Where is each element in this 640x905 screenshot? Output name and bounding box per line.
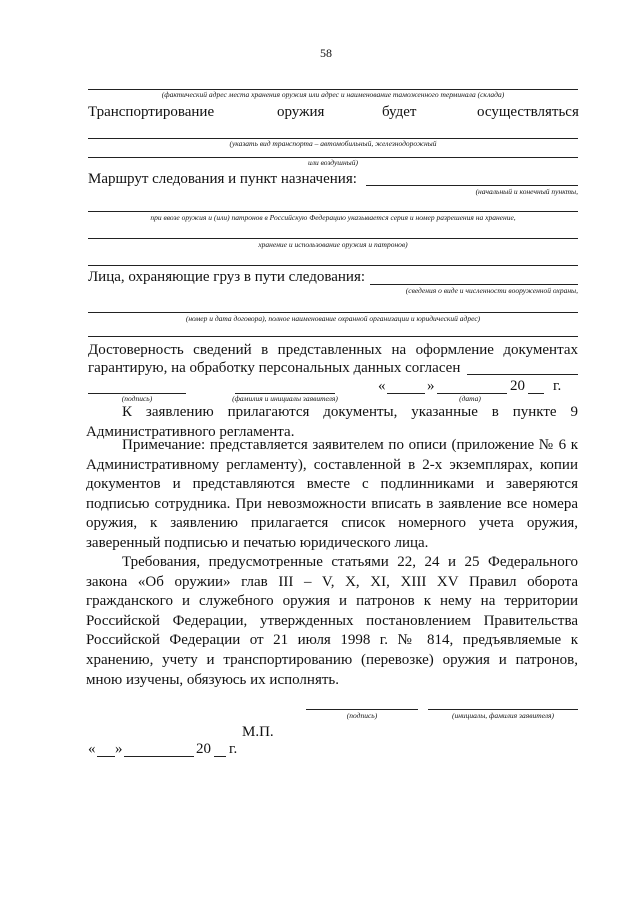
storage-address-caption: (фактический адрес места хранения оружия или адрес и наименование таможенного терминала (склада): [161, 90, 505, 99]
consent-date-open: «: [378, 378, 386, 394]
route-line-2: [88, 211, 578, 212]
guards-line-2: [88, 312, 578, 313]
consent-year-line: [528, 393, 544, 394]
guards-caption: (сведения о виде и численности вооруженной охраны,: [405, 286, 578, 295]
footer-year-suffix: г.: [229, 741, 238, 757]
footer-signature-line: [306, 709, 418, 710]
consent-name-caption: (фамилия и инициалы заявителя): [232, 394, 338, 403]
route-line-3: [88, 238, 578, 239]
guards-contract-caption: (номер и дата договора), полное наименование охранной организации и юридический адрес): [185, 314, 481, 323]
transport-word-2: оружия: [277, 104, 325, 120]
transport-word-4: осуществляться: [477, 104, 579, 120]
transport-type-caption: (указать вид транспорта – автомобильный, железнодорожный: [229, 139, 437, 148]
consent-date-caption: (дата): [459, 394, 481, 403]
route-line-4: [88, 265, 578, 266]
attachments-paragraph: К заявлению прилагаются документы, указанные в пункте 9 Административного регламента.: [86, 404, 578, 440]
guards-line-3: [88, 336, 578, 337]
guards-line: [370, 284, 578, 285]
transport-type-caption-2: или воздушный): [307, 158, 358, 167]
consent-year-suffix: г.: [553, 378, 562, 394]
requirements-paragraph: Требования, предусмотренные статьями 22, 24 и 25 Федерального закона «Об оружии» глав III – V, X, XI, XIII XV Правил оборота гражданского и служебного оружия и патронов к нему на территории Российской Федерации, утвержденных постановлением Правительства Российской Федерации от 21 июля 1998 г. № 814, предъявляемые к хранению, учету и транспортированию (перевозке) оружия и патронов, мною изучены, обязуюсь их исполнять.: [86, 554, 578, 688]
consent-signature-caption: (подпись): [121, 394, 153, 403]
footer-date-close: »: [115, 741, 123, 757]
transport-word-1: Транспортирование: [88, 104, 215, 120]
consent-day-line: [387, 393, 425, 394]
consent-line-2: гарантирую, на обработку персональных данных согласен: [88, 360, 461, 376]
route-caption: (начальный и конечный пункты,: [475, 187, 578, 196]
route-import-caption: при ввозе оружия и (или) патронов в Российскую Федерацию указывается серия и номер разрешения на хранение,: [150, 213, 516, 222]
consent-line-1: Достоверность сведений в представленных на оформление документах: [88, 342, 578, 358]
page-number: 58: [320, 46, 332, 60]
footer-name-line: [428, 709, 578, 710]
stamp-label: М.П.: [242, 724, 274, 740]
footer-date-open: «: [88, 741, 96, 757]
route-label: Маршрут следования и пункт назначения:: [88, 171, 357, 187]
footer-month-line: [124, 756, 194, 757]
route-storage-caption: хранение и использование оружия и патронов): [258, 240, 408, 249]
consent-fill-line: [467, 374, 578, 375]
footer-day-line: [97, 756, 115, 757]
footer-year-line: [214, 756, 226, 757]
note-paragraph: Примечание: представляется заявителем по описи (приложение № 6 к Административному регламенту), составленной в 2-х экземплярах, копии документов и представляются вместе с подлинниками и заверяются подписью сотрудника. При невозможности вписать в заявление все номера оружия, к заявлению прилагается список номерного учета оружия, заверенный подписью и печатью юридического лица.: [86, 437, 578, 551]
footer-name-caption: (инициалы, фамилия заявителя): [451, 711, 555, 720]
consent-date-close: »: [427, 378, 435, 394]
footer-signature-caption: (подпись): [346, 711, 378, 720]
route-line: [366, 185, 578, 186]
footer-year: 20: [196, 741, 211, 757]
guards-label: Лица, охраняющие груз в пути следования:: [88, 269, 366, 285]
consent-year: 20: [510, 378, 525, 394]
transport-word-3: будет: [382, 104, 417, 120]
